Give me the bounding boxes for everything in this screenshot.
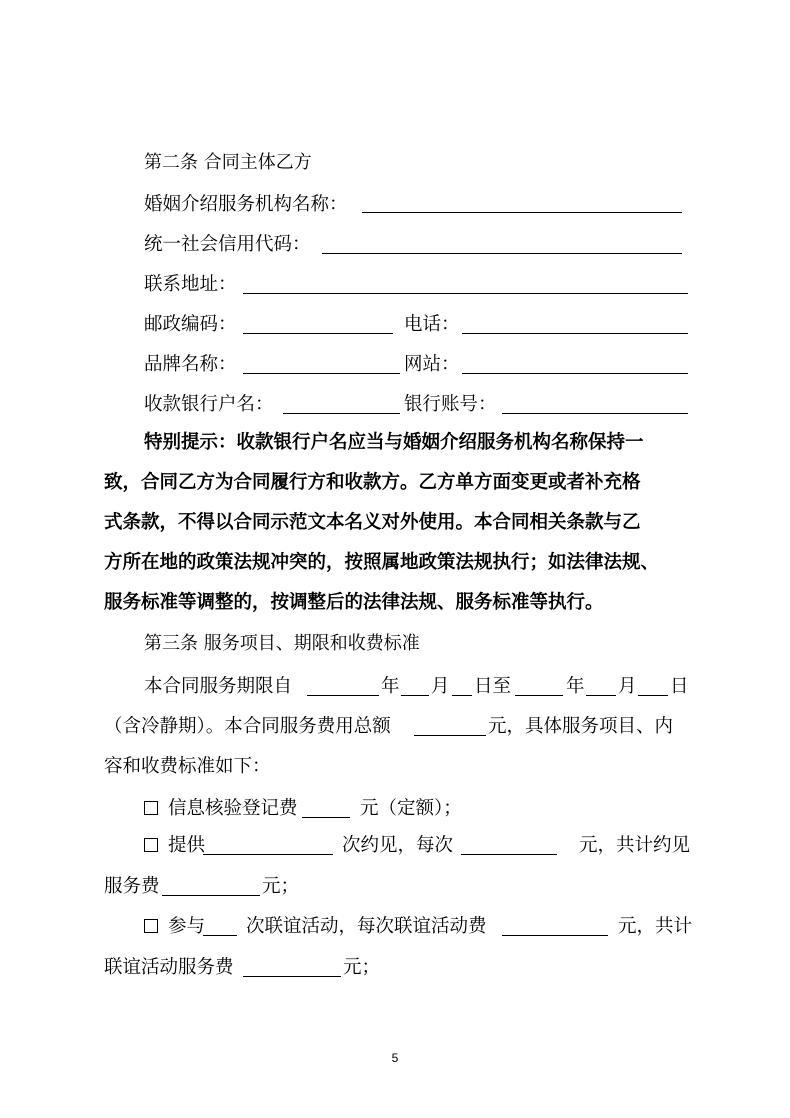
- notice-line-4: 方所在地的政策法规冲突的，按照属地政策法规执行；如法律法规、: [104, 552, 660, 573]
- end-year-field[interactable]: [515, 695, 563, 696]
- item-meetings: [144, 833, 205, 859]
- events-service-label: 联谊活动服务费: [104, 957, 234, 978]
- start-month-field[interactable]: [401, 695, 429, 696]
- events-total-label: 元，共计: [618, 916, 693, 937]
- meetings-each-label: 次约见，每次: [342, 835, 454, 856]
- meetings-checkbox[interactable]: [144, 838, 158, 852]
- events-each-label: 次联谊活动，每次联谊活动费: [246, 916, 487, 937]
- tel-field[interactable]: [462, 333, 688, 334]
- events-count-field[interactable]: [203, 935, 237, 936]
- start-year-field[interactable]: [307, 695, 379, 696]
- account-no-field[interactable]: [502, 413, 688, 414]
- website-field[interactable]: [462, 373, 688, 374]
- article-2-title: 第二条 合同主体乙方: [144, 152, 312, 173]
- year-label: 年: [381, 676, 400, 697]
- article-3-title: 第三条 服务项目、期限和收费标准: [144, 633, 420, 654]
- org-name-label: 婚姻介绍服务机构名称：: [144, 194, 348, 215]
- zip-field[interactable]: [243, 333, 393, 334]
- meetings-total-field[interactable]: [162, 895, 260, 896]
- end-day-label: 日: [670, 676, 689, 697]
- events-total-tail: 元；: [343, 957, 381, 978]
- item-registration: [144, 796, 298, 822]
- registration-checkbox[interactable]: [144, 801, 158, 815]
- fee-intro-text: 容和收费标准如下：: [104, 756, 271, 777]
- website-label: 网站：: [404, 354, 460, 375]
- meetings-total-label: 元，共计约见: [579, 835, 691, 856]
- events-total-field[interactable]: [243, 976, 341, 977]
- credit-code-field[interactable]: [322, 253, 682, 254]
- period-text: 本合同服务期限自: [144, 676, 293, 697]
- brand-label: 品牌名称：: [144, 354, 237, 375]
- fee-total-field[interactable]: [414, 735, 486, 736]
- events-fee-field[interactable]: [502, 935, 608, 936]
- fee-total-text: （含冷静期）。本合同服务费用总额: [104, 716, 391, 737]
- account-name-label: 收款银行户名：: [144, 394, 274, 415]
- notice-line-3: 式条款，不得以合同示范文本名义对外使用。本合同相关条款与乙: [104, 512, 641, 533]
- notice-line-2: 致，合同乙方为合同履行方和收款方。乙方单方面变更或者补充格: [104, 472, 641, 493]
- address-label: 联系地址：: [144, 274, 237, 295]
- to-day-label: 日至: [474, 676, 512, 697]
- fee-total-tail: 元，具体服务项目、内: [488, 716, 674, 737]
- meetings-fee-field[interactable]: [461, 854, 557, 855]
- brand-field[interactable]: [243, 373, 400, 374]
- credit-code-label: 统一社会信用代码：: [144, 234, 311, 255]
- end-year-label: 年: [566, 676, 585, 697]
- org-name-field[interactable]: [362, 212, 682, 213]
- start-day-field[interactable]: [452, 695, 472, 696]
- zip-label: 邮政编码：: [144, 314, 237, 335]
- notice-line-5: 服务标准等调整的，按调整后的法律法规、服务标准等执行。: [104, 592, 604, 613]
- meetings-count-field[interactable]: [203, 854, 333, 855]
- account-name-field[interactable]: [283, 413, 400, 414]
- events-checkbox[interactable]: [144, 919, 158, 933]
- address-field[interactable]: [243, 293, 688, 294]
- meetings-service-label: 服务费: [104, 876, 160, 897]
- end-day-field[interactable]: [638, 695, 668, 696]
- item-events: [144, 914, 205, 940]
- registration-tail: 元（定额）；: [360, 798, 462, 819]
- account-no-label: 银行账号：: [404, 394, 497, 415]
- tel-label: 电话：: [404, 314, 460, 335]
- registration-label: 信息核验登记费: [168, 798, 298, 819]
- notice-line-1: 特别提示：收款银行户名应当与婚姻介绍服务机构名称保持一: [144, 432, 644, 453]
- events-label: 参与: [168, 916, 206, 937]
- meetings-label: 提供: [168, 835, 206, 856]
- end-month-field[interactable]: [586, 695, 616, 696]
- month-label: 月: [431, 676, 450, 697]
- end-month-label: 月: [618, 676, 637, 697]
- page-number: 5: [391, 1051, 399, 1065]
- meetings-total-tail: 元；: [262, 876, 300, 897]
- registration-fee-field[interactable]: [302, 817, 350, 818]
